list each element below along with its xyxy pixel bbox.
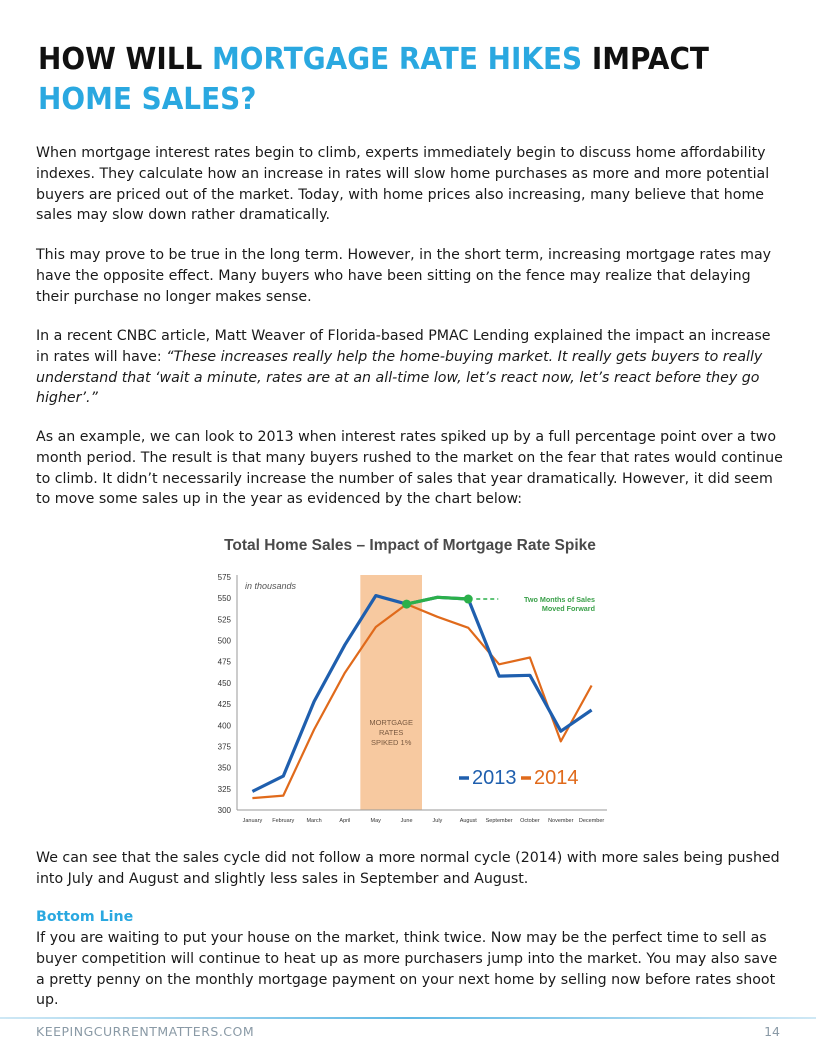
x-tick-label: August	[459, 818, 477, 824]
x-tick-label: March	[306, 818, 322, 824]
x-tick-label: May	[370, 818, 381, 824]
x-tick-label: April	[339, 818, 351, 824]
annotation-point	[464, 595, 473, 604]
page-number: 14	[764, 1024, 780, 1039]
rate-spike-label: SPIKED 1%	[370, 738, 412, 747]
cnbc-quote: “These increases really help the home-buying market. It really gets buyers to really understand that ‘wait a minute, rates are at an all-time low, let’s react now, let’s react before they go higher’.”	[36, 348, 763, 407]
annotation-label: Moved Forward	[541, 604, 595, 614]
x-tick-label: October	[520, 818, 540, 824]
x-tick-label: June	[400, 818, 413, 824]
title-highlight-2: HOME SALES?	[38, 82, 257, 117]
annotation-point	[402, 600, 411, 609]
page-title	[38, 40, 745, 120]
paragraph-short-term: This may prove to be true in the long term. However, in the short term, increasing mortgage rates may have the opposite effect. Many buyers who have been sitting on the fence may realize that delaying their purchase no longer makes sense.	[36, 247, 772, 305]
title-highlight-1: MORTGAGE RATE HIKES	[211, 42, 583, 77]
y-tick-label: 450	[217, 678, 231, 688]
rate-spike-label: RATES	[378, 728, 404, 737]
y-tick-label: 500	[217, 636, 231, 646]
y-tick-label: 375	[217, 742, 231, 752]
units-note: in thousands	[245, 581, 297, 591]
footer-site-link[interactable]: KEEPINGCURRENTMATTERS.COM	[36, 1024, 255, 1039]
legend-label-2013: 2013	[472, 767, 517, 789]
paragraph-cnbc	[36, 326, 786, 409]
bottom-line-heading: Bottom Line	[36, 909, 134, 925]
cnbc-intro-text: In a recent CNBC article, Matt Weaver of Florida-based PMAC Lending explained the impact an increase in rates will have:	[36, 328, 771, 365]
home-sales-chart-svg	[195, 530, 625, 830]
x-tick-label: February	[272, 818, 295, 824]
rate-spike-region	[360, 575, 422, 810]
paragraph-sales-cycle: We can see that the sales cycle did not follow a more normal cycle (2014) with more sales being pushed into July and August and slightly less sales in September and August.	[36, 850, 780, 887]
x-tick-label: September	[485, 818, 513, 824]
rate-spike-label: MORTGAGE	[369, 718, 413, 727]
y-tick-label: 550	[217, 594, 231, 604]
y-tick-label: 525	[217, 615, 231, 625]
y-tick-label: 300	[217, 806, 231, 815]
x-tick-label: July	[432, 818, 443, 824]
title-part-1: HOW WILL	[38, 42, 212, 77]
x-tick-label: December	[578, 818, 605, 824]
y-tick-label: 350	[217, 763, 231, 773]
chart-title: Total Home Sales – Impact of Mortgage Rate Spike	[224, 537, 596, 554]
y-tick-label: 425	[217, 700, 231, 710]
y-tick-label: 400	[217, 721, 231, 731]
home-sales-chart	[195, 530, 625, 830]
x-tick-label: January	[242, 818, 263, 824]
legend-label-2014: 2014	[534, 767, 579, 789]
title-part-2: IMPACT	[582, 42, 709, 77]
paragraph-bottom-line: If you are waiting to put your house on the market, think twice. Now may be the perfect time to sell as buyer competition will continue to heat up as more purchasers jump into the market. You may also save a pretty penny on the monthly mortgage payment on your next home by selling now before rates shoot up.	[36, 930, 778, 1009]
footer-divider	[0, 1017, 816, 1019]
y-tick-label: 325	[217, 784, 231, 794]
paragraph-example-2013: As an example, we can look to 2013 when interest rates spiked up by a full percentage point over a two month period. The result is that many buyers rushed to the market on the fear that rates would continue to climb. It didn’t necessarily increase the number of sales that year dramatically. However, it did seem to move some sales up in the year as evidenced by the chart below:	[36, 429, 783, 508]
paragraph-intro: When mortgage interest rates begin to climb, experts immediately begin to discuss home affordability indexes. They calculate how an increase in rates will slow home purchases as more and more potential buyers are priced out of the market. Today, with home prices also increasing, many believe that home sales may slow down rather dramatically.	[36, 145, 770, 224]
annotation-label: Two Months of Sales	[524, 595, 595, 605]
x-tick-label: November	[548, 818, 574, 824]
y-tick-label: 475	[217, 657, 231, 667]
y-tick-label: 575	[217, 573, 231, 582]
